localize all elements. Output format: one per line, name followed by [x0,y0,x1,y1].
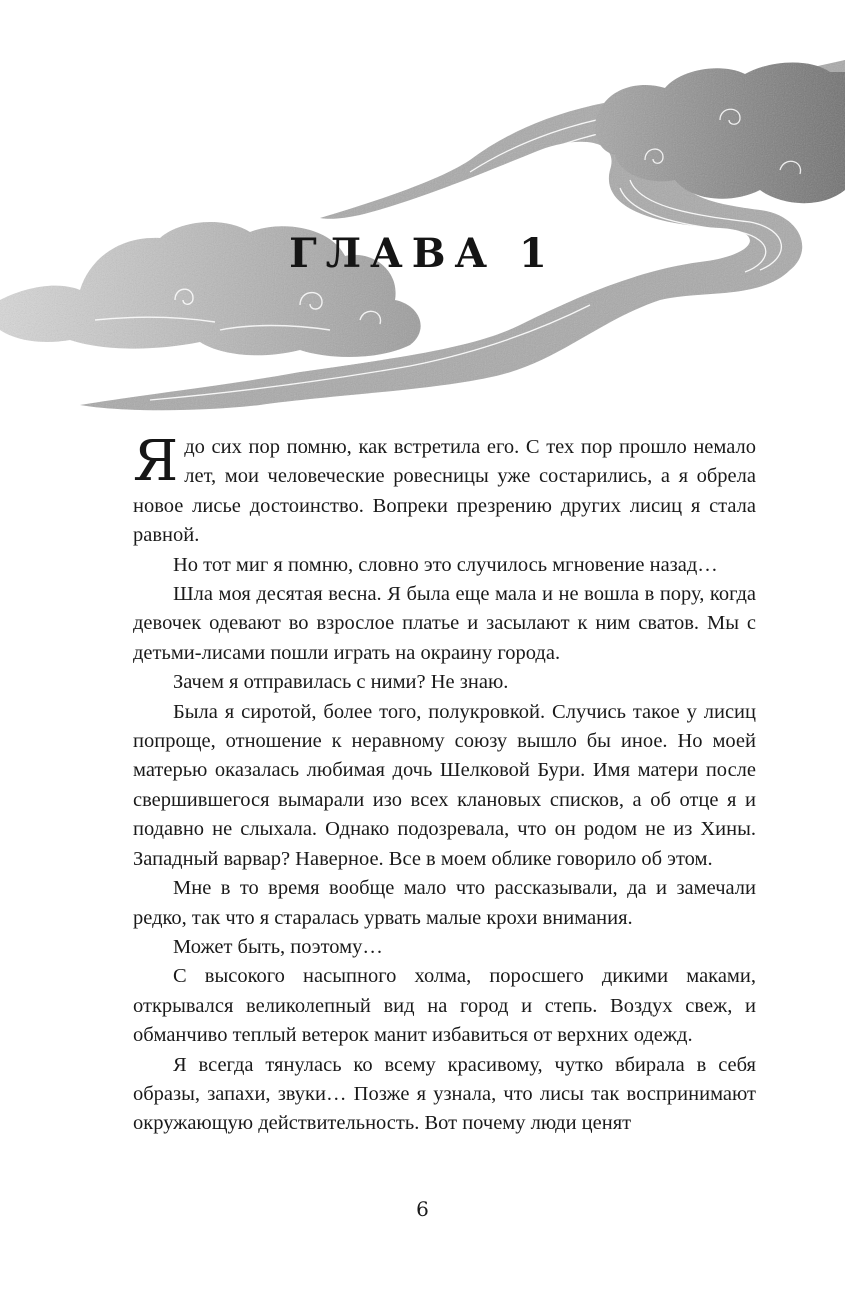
cloud-illustration [0,0,845,420]
paragraph-1 [133,429,756,551]
paragraph-1-text: до сих пор помню, как встретила его. С тех пор прошло немало лет, мои человеческие ровесницы уже состарились, а я обрела новое лисье достоинство. Вопреки презрению других лисиц я стала равной. [133,436,756,547]
paragraph-6: Мне в то время вообще мало что рассказывали, да и замечали редко, так что я старалась урвать малые крохи внимания. [133,877,756,929]
page-number: 6 [416,1197,429,1221]
chapter-title: ГЛАВА 1 [289,230,556,277]
paragraph-2: Но тот миг я помню, словно это случилось мгновение назад… [173,553,718,576]
paragraph-4: Зачем я отправилась с ними? Не знаю. [173,671,509,694]
paragraph-3: Шла моя десятая весна. Я была еще мала и не вошла в пору, когда девочек одевают во взрослое платье и засылают к ним сватов. Мы с детьми-лисами пошли играть на окраину города. [133,583,756,664]
drop-cap: Я [133,429,179,494]
paragraph-9: Я всегда тянулась ко всему красивому, чутко вбирала в себя образы, запахи, звуки… Позже я узнала, что лисы так воспринимают окружающую действительность. Вот почему люди ценят [133,1053,756,1135]
paragraph-7: Может быть, поэтому… [173,935,383,958]
paragraph-5: Была я сиротой, более того, полукровкой. Случись такое у лисиц попроще, отношение к неравному союзу вышло бы иное. Но моей матерью оказалась любимая дочь Шелковой Бури. Имя матери после свершившегося вымарали изо всех клановых списков, а об отце я и подавно не слыхала. Однако подозревала, что он родом не из Хины. Западный варвар? Наверное. Все в моем облике говорило об этом. [133,700,756,870]
paragraph-8: С высокого насыпного холма, поросшего дикими маками, открывался великолепный вид на город и степь. Воздух свеж, и обманчиво теплый ветерок манит избавиться от верхних одежд. [133,965,756,1047]
body-text [133,429,756,1139]
